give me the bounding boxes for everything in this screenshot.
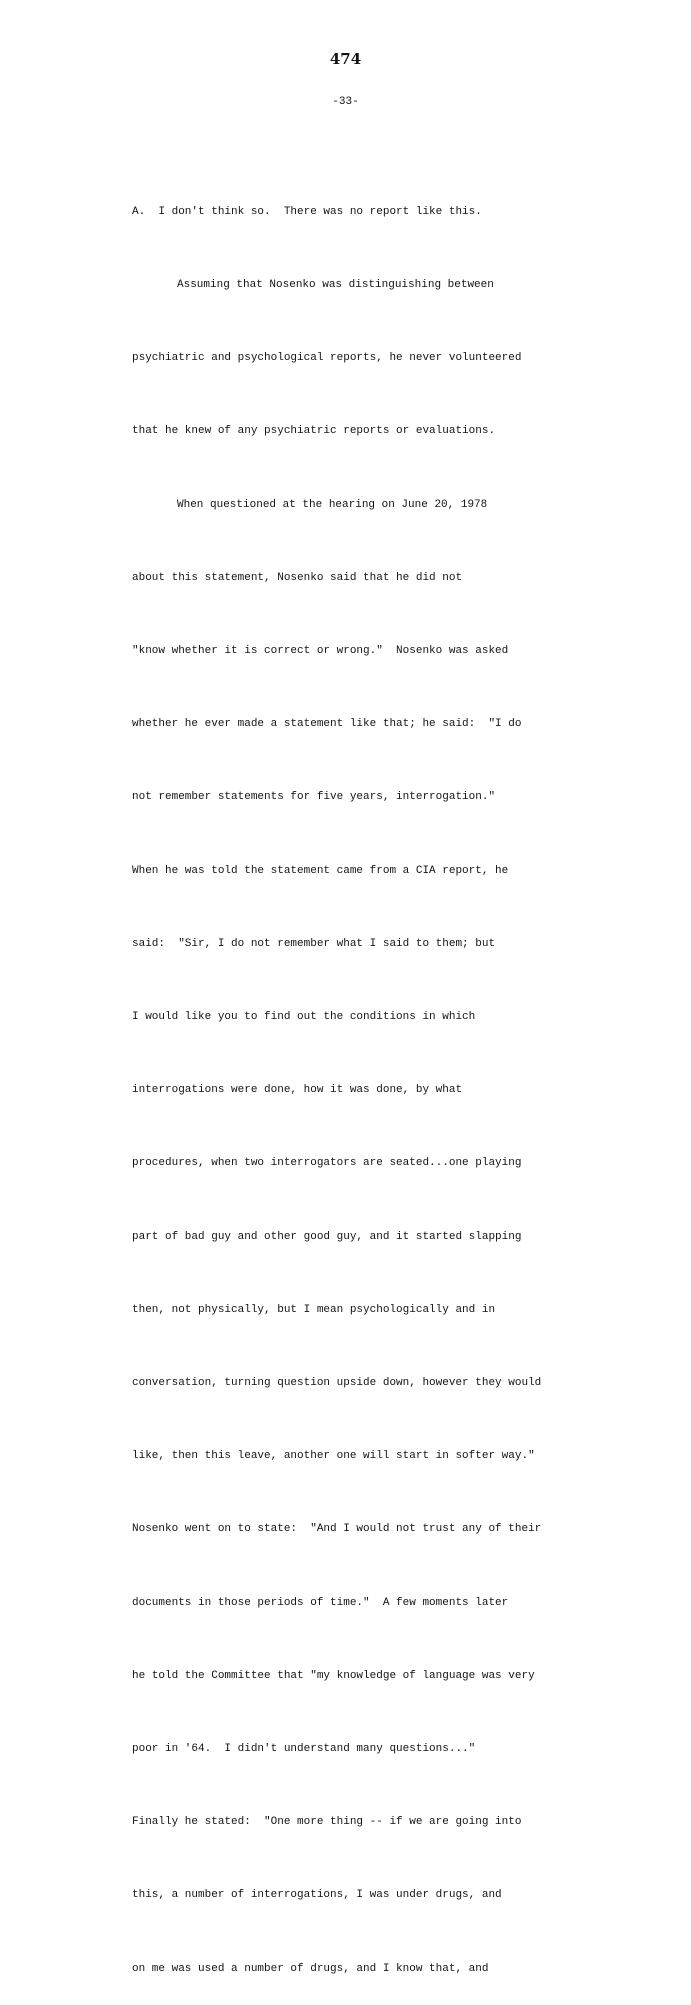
page-number: 474 [329, 50, 362, 68]
text-line: this, a number of interrogations, I was under drugs, and [132, 1889, 502, 1902]
text-line: When he was told the statement came from a CIA report, he [132, 864, 509, 877]
text-line: that he knew of any psychiatric reports or evaluations. [132, 425, 496, 438]
text-line: about this statement, Nosenko said that he did not [132, 571, 463, 584]
text-line: whether he ever made a statement like that; he said: "I do [132, 718, 522, 731]
text-line: "know whether it is correct or wrong." Nosenko was asked [132, 645, 509, 658]
text-line: procedures, when two interrogators are seated...one playing [132, 1157, 522, 1170]
text-line: on me was used a number of drugs, and I know that, and [132, 1962, 489, 1975]
text-line: When questioned at the hearing on June 20, 1978 [177, 498, 488, 511]
text-line: interrogations were done, how it was done, by what [132, 1084, 463, 1097]
text-line: psychiatric and psychological reports, he never volunteered [132, 352, 522, 365]
text-line: like, then this leave, another one will start in softer way." [132, 1450, 535, 1463]
text-line: I would like you to find out the conditions in which [132, 1011, 476, 1024]
text-line: part of bad guy and other good guy, and it started slapping [132, 1230, 522, 1243]
text-line: Assuming that Nosenko was distinguishing between [177, 279, 494, 292]
text-line: documents in those periods of time." A few moments later [132, 1596, 509, 1609]
text-line: then, not physically, but I mean psychologically and in [132, 1303, 496, 1316]
text-line: poor in '64. I didn't understand many questions..." [132, 1743, 476, 1756]
text-line: A. I don't think so. There was no report like this. [132, 205, 482, 218]
document-body [132, 151, 612, 2005]
text-line: he told the Committee that "my knowledge of language was very [132, 1669, 535, 1682]
text-line: said: "Sir, I do not remember what I said to them; but [132, 937, 496, 950]
text-line: conversation, turning question upside down, however they would [132, 1377, 542, 1390]
section-number: -33- [332, 96, 359, 108]
text-line: not remember statements for five years, interrogation." [132, 791, 496, 804]
text-line: Finally he stated: "One more thing -- if we are going into [132, 1816, 522, 1829]
text-line: Nosenko went on to state: "And I would not trust any of their [132, 1523, 542, 1536]
